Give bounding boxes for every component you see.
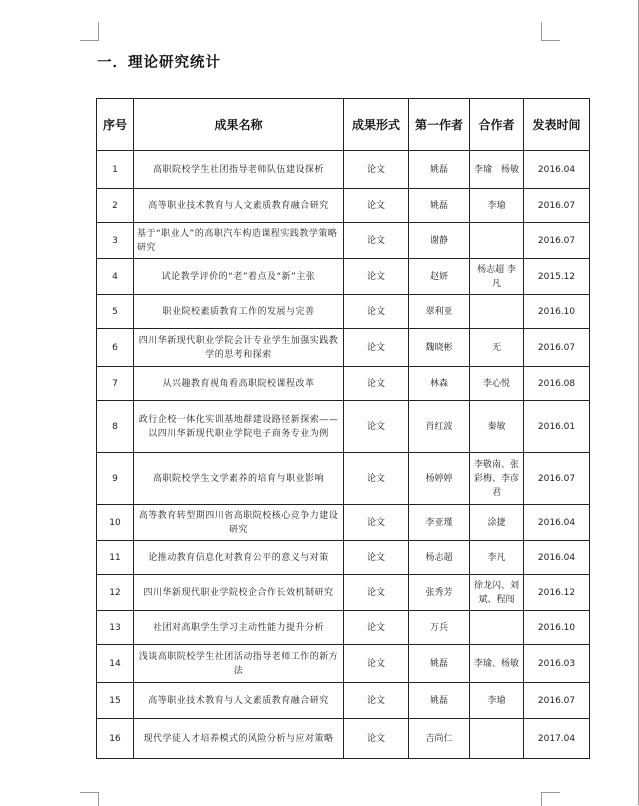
table-row: [97, 575, 590, 611]
cell-coauthors: 杨志超 李凡: [470, 259, 524, 295]
crop-mark-top-right: [541, 22, 560, 41]
table-row: [97, 683, 590, 719]
cell-form: 论文: [344, 401, 409, 453]
cell-index: 4: [97, 259, 134, 295]
cell-form: 论文: [344, 453, 409, 505]
cell-form: 论文: [344, 259, 409, 295]
cell-form: 论文: [344, 575, 409, 611]
cell-first-author: 翠利亚: [409, 295, 470, 329]
cell-index: 1: [97, 151, 134, 189]
cell-date: 2016.04: [524, 505, 590, 541]
cell-index: 11: [97, 541, 134, 575]
cell-first-author: 张秀芳: [409, 575, 470, 611]
cell-form: 论文: [344, 367, 409, 401]
cell-first-author: 姚磊: [409, 151, 470, 189]
cell-date: 2016.07: [524, 683, 590, 719]
cell-first-author: 姚磊: [409, 189, 470, 223]
cell-date: 2016.03: [524, 645, 590, 683]
table-row: [97, 453, 590, 505]
cell-index: 3: [97, 223, 134, 259]
crop-mark-bottom-right: [541, 792, 560, 806]
cell-first-author: 肖红波: [409, 401, 470, 453]
cell-title: 论推动教育信息化对教育公平的意义与对策: [134, 541, 344, 575]
table-row: [97, 505, 590, 541]
cell-title: 四川华新现代职业学院会计专业学生加强实践教学的思考和探索: [134, 329, 344, 367]
cell-form: 论文: [344, 329, 409, 367]
cell-form: 论文: [344, 719, 409, 759]
cell-index: 16: [97, 719, 134, 759]
cell-title: 高等职业技术教育与人文素质教育融合研究: [134, 189, 344, 223]
cell-first-author: 吉尚仁: [409, 719, 470, 759]
cell-index: 13: [97, 611, 134, 645]
cell-index: 5: [97, 295, 134, 329]
table-row: [97, 189, 590, 223]
cell-title: 从兴趣教育视角看高职院校课程改革: [134, 367, 344, 401]
cell-index: 2: [97, 189, 134, 223]
cell-index: 15: [97, 683, 134, 719]
cell-coauthors: 李瑜: [470, 189, 524, 223]
header-coauthors: 合作者: [470, 99, 524, 151]
cell-coauthors: 李敬南、张彩梅、李彦君: [470, 453, 524, 505]
table-row: [97, 645, 590, 683]
cell-title: 浅谈高职院校学生社团活动指导老师工作的新方法: [134, 645, 344, 683]
cell-index: 6: [97, 329, 134, 367]
cell-index: 9: [97, 453, 134, 505]
header-first-author: 第一作者: [409, 99, 470, 151]
cell-coauthors: 李瑜、杨敏: [470, 645, 524, 683]
table-row: [97, 719, 590, 759]
cell-index: 12: [97, 575, 134, 611]
cell-coauthors: [470, 611, 524, 645]
cell-first-author: 万兵: [409, 611, 470, 645]
cell-first-author: 姚磊: [409, 683, 470, 719]
cell-first-author: 杨婷婷: [409, 453, 470, 505]
cell-first-author: 姚磊: [409, 645, 470, 683]
cell-coauthors: 徐龙闪、刘斌、程闯: [470, 575, 524, 611]
cell-form: 论文: [344, 189, 409, 223]
header-index: 序号: [97, 99, 134, 151]
cell-title: 政行企校一体化实训基地群建设路径新探索——以四川华新现代职业学院电子商务专业为例: [134, 401, 344, 453]
cell-form: 论文: [344, 541, 409, 575]
cell-date: 2016.04: [524, 151, 590, 189]
research-results-table: [96, 98, 590, 759]
cell-coauthors: 涂捷: [470, 505, 524, 541]
cell-title: 社团对高职学生学习主动性能力提升分析: [134, 611, 344, 645]
cell-title: 现代学徒人才培养模式的风险分析与应对策略: [134, 719, 344, 759]
table-row: [97, 329, 590, 367]
table-row: [97, 151, 590, 189]
cell-coauthors: 李瑜: [470, 683, 524, 719]
cell-date: 2015.12: [524, 259, 590, 295]
cell-form: 论文: [344, 683, 409, 719]
cell-date: 2017.04: [524, 719, 590, 759]
cell-first-author: 魏晓彬: [409, 329, 470, 367]
cell-first-author: 李亚瑾: [409, 505, 470, 541]
cell-date: 2016.01: [524, 401, 590, 453]
cell-title: 高职院校学生文学素养的培育与职业影响: [134, 453, 344, 505]
cell-title: 基于“职业人”的高职汽车构造课程实践教学策略研究: [134, 223, 344, 259]
cell-first-author: 谢静: [409, 223, 470, 259]
cell-form: 论文: [344, 611, 409, 645]
cell-title: 四川华新现代职业学院校企合作长效机制研究: [134, 575, 344, 611]
header-form: 成果形式: [344, 99, 409, 151]
cell-first-author: 杨志超: [409, 541, 470, 575]
table-row: [97, 611, 590, 645]
table-row: [97, 401, 590, 453]
cell-date: 2016.07: [524, 453, 590, 505]
header-title: 成果名称: [134, 99, 344, 151]
crop-mark-top-left: [80, 22, 99, 41]
cell-form: 论文: [344, 223, 409, 259]
cell-form: 论文: [344, 151, 409, 189]
cell-coauthors: 李心悦: [470, 367, 524, 401]
cell-first-author: 赵妍: [409, 259, 470, 295]
table-row: [97, 259, 590, 295]
table-row: [97, 541, 590, 575]
cell-coauthors: [470, 223, 524, 259]
cell-date: 2016.10: [524, 295, 590, 329]
cell-date: 2016.08: [524, 367, 590, 401]
cell-date: 2016.10: [524, 611, 590, 645]
crop-mark-bottom-left: [80, 792, 99, 806]
cell-coauthors: [470, 295, 524, 329]
cell-title: 职业院校素质教育工作的发展与完善: [134, 295, 344, 329]
table-header-row: [97, 99, 590, 151]
table-row: [97, 223, 590, 259]
cell-index: 8: [97, 401, 134, 453]
cell-date: 2016.07: [524, 329, 590, 367]
cell-form: 论文: [344, 505, 409, 541]
cell-title: 高等职业技术教育与人文素质教育融合研究: [134, 683, 344, 719]
table-row: [97, 367, 590, 401]
cell-coauthors: 无: [470, 329, 524, 367]
cell-coauthors: 李瑜 杨敏: [470, 151, 524, 189]
cell-form: 论文: [344, 295, 409, 329]
cell-first-author: 林森: [409, 367, 470, 401]
cell-index: 7: [97, 367, 134, 401]
cell-title: 试论教学评价的“老”着点及“新”主张: [134, 259, 344, 295]
cell-title: 高职院校学生社团指导老师队伍建设探析: [134, 151, 344, 189]
cell-date: 2016.07: [524, 223, 590, 259]
cell-date: 2016.07: [524, 189, 590, 223]
section-title: 一．理论研究统计: [97, 54, 221, 71]
cell-index: 10: [97, 505, 134, 541]
cell-form: 论文: [344, 645, 409, 683]
header-date: 发表时间: [524, 99, 590, 151]
cell-date: 2016.04: [524, 541, 590, 575]
cell-date: 2016.12: [524, 575, 590, 611]
cell-coauthors: [470, 719, 524, 759]
cell-index: 14: [97, 645, 134, 683]
table-row: [97, 295, 590, 329]
cell-coauthors: 秦敏: [470, 401, 524, 453]
cell-title: 高等教育转型期四川省高职院校核心竞争力建设研究: [134, 505, 344, 541]
cell-coauthors: 李凡: [470, 541, 524, 575]
